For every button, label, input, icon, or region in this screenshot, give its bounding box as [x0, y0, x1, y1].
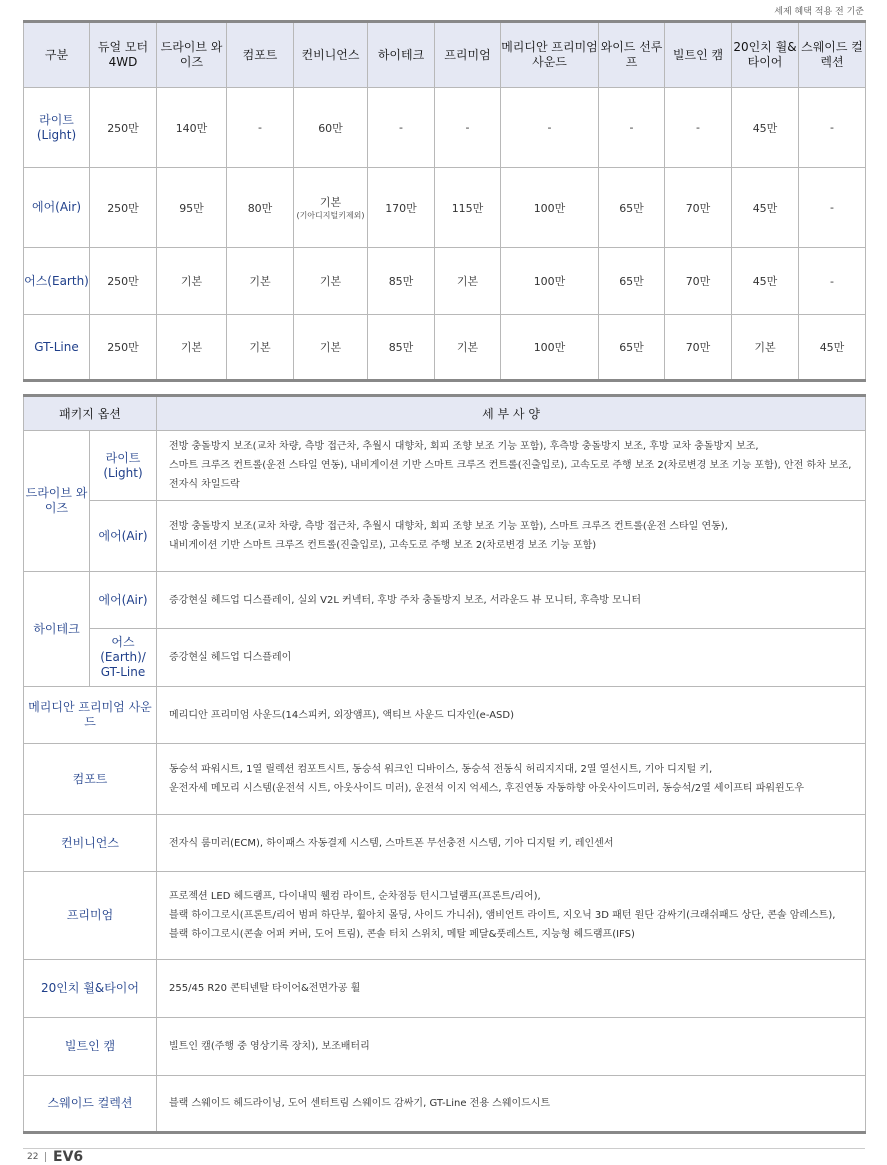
price-cell: 140만 [157, 88, 227, 168]
header-cell: 패키지 옵션 [24, 396, 157, 431]
table-row [24, 872, 866, 960]
option-price-table [23, 20, 866, 382]
price-cell: 170만 [368, 168, 435, 248]
price-cell: 70만 [665, 248, 732, 315]
header-cell: 컨비니언스 [294, 22, 368, 88]
trim-name: GT-Line [24, 315, 90, 381]
table-row [24, 687, 866, 744]
price-cell: - [799, 88, 866, 168]
detail-line: 전방 충돌방지 보조(교차 차량, 측방 접근차, 추월시 대향차, 회피 조향 보조 기능 포함), 후측방 충돌방지 보조, 후방 교차 충돌방지 보조, [169, 441, 759, 452]
header-cell: 드라이브 와이즈 [157, 22, 227, 88]
header-cell: 빌트인 캠 [665, 22, 732, 88]
package-name: 메리디안 프리미엄 사운드 [24, 687, 157, 744]
trim-name: 어스(Earth) [24, 248, 90, 315]
price-cell: 100만 [501, 248, 599, 315]
price-cell: 45만 [732, 248, 799, 315]
price-cell: 85만 [368, 248, 435, 315]
package-name: 하이테크 [24, 572, 90, 687]
price-cell: 기본 [435, 315, 501, 381]
package-detail [157, 431, 866, 501]
table-row [24, 315, 866, 381]
page-footer [23, 1148, 865, 1165]
price-cell: - [799, 248, 866, 315]
package-detail [157, 872, 866, 960]
price-cell: 45만 [799, 315, 866, 381]
header-cell: 컴포트 [227, 22, 294, 88]
header-cell: 스웨이드 컬렉션 [799, 22, 866, 88]
header-cell: 세 부 사 양 [157, 396, 866, 431]
price-cell: 기본 [294, 248, 368, 315]
price-cell: - [799, 168, 866, 248]
header-cell: 와이드 선루프 [599, 22, 665, 88]
page-number: 22 [27, 1152, 39, 1162]
table-row [24, 815, 866, 872]
package-name: 빌트인 캠 [24, 1018, 157, 1076]
price-cell: 65만 [599, 168, 665, 248]
package-detail: 증강현실 헤드업 디스플레이, 실외 V2L 커넥터, 후방 주차 충돌방지 보조, 서라운드 뷰 모니터, 후측방 모니터 [157, 572, 866, 629]
detail-line: 프로젝션 LED 헤드램프, 다이내믹 웰컴 라이트, 순차점등 턴시그널램프(프론트/리어), [169, 891, 541, 902]
trim-name: 에어(Air) [90, 501, 157, 572]
header-cell: 프리미엄 [435, 22, 501, 88]
price-cell: 기본 [294, 315, 368, 381]
price-cell: 250만 [90, 168, 157, 248]
package-detail: 전자식 룸미러(ECM), 하이패스 자동결제 시스템, 스마트폰 무선충전 시스템, 기아 디지털 키, 레인센서 [157, 815, 866, 872]
package-detail: 255/45 R20 콘티넨탈 타이어&전면가공 휠 [157, 960, 866, 1018]
price-cell: 기본 [227, 315, 294, 381]
header-cell: 듀얼 모터 4WD [90, 22, 157, 88]
package-name: 스웨이드 컬렉션 [24, 1076, 157, 1133]
detail-line: 전자식 차일드락 [169, 479, 240, 490]
price-cell: 80만 [227, 168, 294, 248]
price-value: 기본 [319, 196, 342, 209]
trim-name: 어스 (Earth)/ GT-Line [90, 629, 157, 687]
header-cell: 하이테크 [368, 22, 435, 88]
price-cell: 100만 [501, 315, 599, 381]
header-cell: 구분 [24, 22, 90, 88]
price-cell: 45만 [732, 88, 799, 168]
price-cell: 65만 [599, 248, 665, 315]
detail-line: 내비게이션 기반 스마트 크루즈 컨트롤(진출입로), 고속도로 주행 보조 2(차로변경 보조 기능 포함) [169, 540, 597, 551]
price-cell: 85만 [368, 315, 435, 381]
price-cell: - [599, 88, 665, 168]
package-name: 컴포트 [24, 744, 157, 815]
detail-table-header [24, 396, 866, 431]
price-cell: 65만 [599, 315, 665, 381]
price-cell: 250만 [90, 315, 157, 381]
header-cell: 메리디안 프리미엄 사운드 [501, 22, 599, 88]
table-row [24, 501, 866, 572]
table-row [24, 168, 866, 248]
package-name: 20인치 휠&타이어 [24, 960, 157, 1018]
tax-note: 세제 혜택 적용 전 기준 [774, 7, 864, 17]
package-detail-table [23, 394, 866, 1134]
package-name: 컨비니언스 [24, 815, 157, 872]
table-row [24, 1018, 866, 1076]
price-table-header [24, 22, 866, 88]
detail-line: 블랙 하이그로시(프론트/리어 범퍼 하단부, 휠아치 몰딩, 사이드 가니쉬), 앰비언트 라이트, 지오닉 3D 패턴 원단 감싸기(크래쉬패드 상단, 콘솔 암레스트), [169, 910, 836, 921]
table-row [24, 1076, 866, 1133]
table-row [24, 629, 866, 687]
package-name: 프리미엄 [24, 872, 157, 960]
table-row [24, 572, 866, 629]
detail-line: 운전자세 메모리 시스템(운전석 시트, 아웃사이드 미러), 운전석 이지 억세스, 후진연동 자동하향 아웃사이드미러, 동승석/2열 세이프티 파워윈도우 [169, 783, 805, 794]
model-name: EV6 [53, 1149, 84, 1165]
price-cell [294, 168, 368, 248]
price-cell: 250만 [90, 248, 157, 315]
package-name: 드라이브 와이즈 [24, 431, 90, 572]
price-cell: - [368, 88, 435, 168]
detail-line: 동승석 파워시트, 1열 릴렉션 컴포트시트, 동승석 워크인 디바이스, 동승석 전동식 허리지지대, 2열 열선시트, 기아 디지털 키, [169, 764, 713, 775]
detail-line: 전방 충돌방지 보조(교차 차량, 측방 접근차, 추월시 대향차, 회피 조향 보조 기능 포함), 스마트 크루즈 컨트롤(운전 스타일 연동), [169, 521, 728, 532]
price-cell: 60만 [294, 88, 368, 168]
price-cell: 115만 [435, 168, 501, 248]
price-cell: 기본 [732, 315, 799, 381]
table-row [24, 960, 866, 1018]
package-detail [157, 501, 866, 572]
package-detail [157, 744, 866, 815]
table-row [24, 431, 866, 501]
detail-line: 스마트 크루즈 컨트롤(운전 스타일 연동), 내비게이션 기반 스마트 크루즈 컨트롤(진출입로), 고속도로 주행 보조 2(차로변경 보조 기능 포함), 안전 하차 보조, [169, 460, 852, 471]
header-cell: 20인치 휠&타이어 [732, 22, 799, 88]
package-detail: 빌트인 캠(주행 중 영상기록 장치), 보조배터리 [157, 1018, 866, 1076]
table-row [24, 88, 866, 168]
price-cell: 기본 [157, 248, 227, 315]
price-cell: 45만 [732, 168, 799, 248]
price-cell: - [227, 88, 294, 168]
price-footnote: (기아디지털키제외) [296, 211, 365, 220]
price-cell: - [665, 88, 732, 168]
price-cell: 기본 [435, 248, 501, 315]
price-cell: - [501, 88, 599, 168]
package-detail: 메리디안 프리미엄 사운드(14스피커, 외장앰프), 액티브 사운드 디자인(e-ASD) [157, 687, 866, 744]
trim-name: 에어(Air) [24, 168, 90, 248]
price-cell: 250만 [90, 88, 157, 168]
price-cell: 70만 [665, 168, 732, 248]
price-cell: 기본 [157, 315, 227, 381]
price-cell: 기본 [227, 248, 294, 315]
table-row [24, 744, 866, 815]
trim-name: 라이트 (Light) [90, 431, 157, 501]
price-cell: 70만 [665, 315, 732, 381]
table-row [24, 248, 866, 315]
price-cell: 100만 [501, 168, 599, 248]
package-detail: 블랙 스웨이드 헤드라이닝, 도어 센터트림 스웨이드 감싸기, GT-Line 전용 스웨이드시트 [157, 1076, 866, 1133]
trim-name: 라이트 (Light) [24, 88, 90, 168]
price-cell: - [435, 88, 501, 168]
package-detail: 증강현실 헤드업 디스플레이 [157, 629, 866, 687]
trim-name: 에어(Air) [90, 572, 157, 629]
detail-line: 블랙 하이그로시(콘솔 어퍼 커버, 도어 트림), 콘솔 터치 스위치, 메탈 페달&풋레스트, 지능형 헤드램프(IFS) [169, 929, 635, 940]
price-cell: 95만 [157, 168, 227, 248]
